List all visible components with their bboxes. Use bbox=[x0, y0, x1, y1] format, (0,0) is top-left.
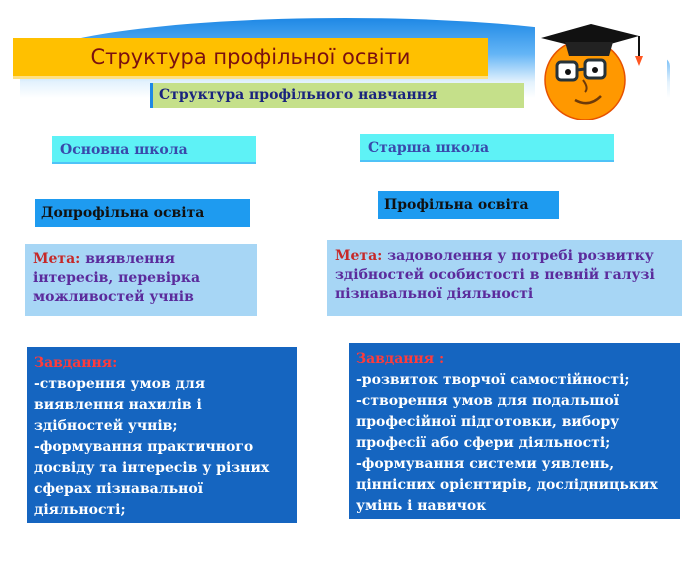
goal-right-box bbox=[327, 240, 682, 316]
profile-education-box bbox=[378, 191, 559, 219]
goal-left-text: виявлення інтересів, перевірка можливостей учнів bbox=[33, 251, 201, 305]
mascot-frame bbox=[535, 22, 667, 120]
pre-profile-education-label: Допрофільна освіта bbox=[41, 205, 205, 221]
page-title: Структура профільної освіти bbox=[90, 45, 411, 69]
basic-school-box bbox=[52, 136, 256, 164]
subtitle-box bbox=[150, 83, 524, 108]
senior-school-label: Старша школа bbox=[368, 140, 490, 156]
tasks-right-box bbox=[349, 343, 680, 519]
title-banner bbox=[13, 38, 488, 79]
pre-profile-education-box bbox=[35, 199, 250, 227]
basic-school-label: Основна школа bbox=[60, 142, 188, 158]
goal-left-label: Мета: bbox=[33, 251, 81, 267]
tasks-left-item: -формування практичного досвіду та інтересів у різних сферах пізнавальної діяльності; bbox=[34, 439, 270, 518]
goal-right-label: Мета: bbox=[335, 248, 383, 264]
tasks-left-label: Завдання: bbox=[34, 355, 118, 371]
tasks-left-box bbox=[27, 347, 297, 560]
goal-left-box bbox=[25, 244, 257, 316]
tasks-left-item: -створення умов для виявлення нахилів і здібностей учнів; bbox=[34, 376, 206, 434]
graduate-smiley-icon bbox=[535, 22, 667, 120]
tasks-right-item: -створення умов для подальшої професійної підготовки, вибору професії або сфери діяльності; bbox=[356, 393, 620, 451]
tasks-right-label: Завдання : bbox=[356, 351, 445, 367]
tasks-right-item: -формування системи уявлень, ціннісних орієнтирів, дослідницьких умінь і навичок bbox=[356, 456, 658, 514]
tasks-right-item: -розвиток творчої самостійності; bbox=[356, 372, 630, 388]
tasks-left-item: -орієнтація на вибір профілю навчання в старшій школі bbox=[34, 523, 277, 560]
goal-right-text: задоволення у потребі розвитку здібностей особистості в певній галузі пізнавальної діяльності bbox=[335, 248, 655, 302]
senior-school-box bbox=[360, 134, 614, 162]
profile-education-label: Профільна освіта bbox=[384, 197, 529, 213]
subtitle: Структура профільного навчання bbox=[159, 87, 438, 103]
